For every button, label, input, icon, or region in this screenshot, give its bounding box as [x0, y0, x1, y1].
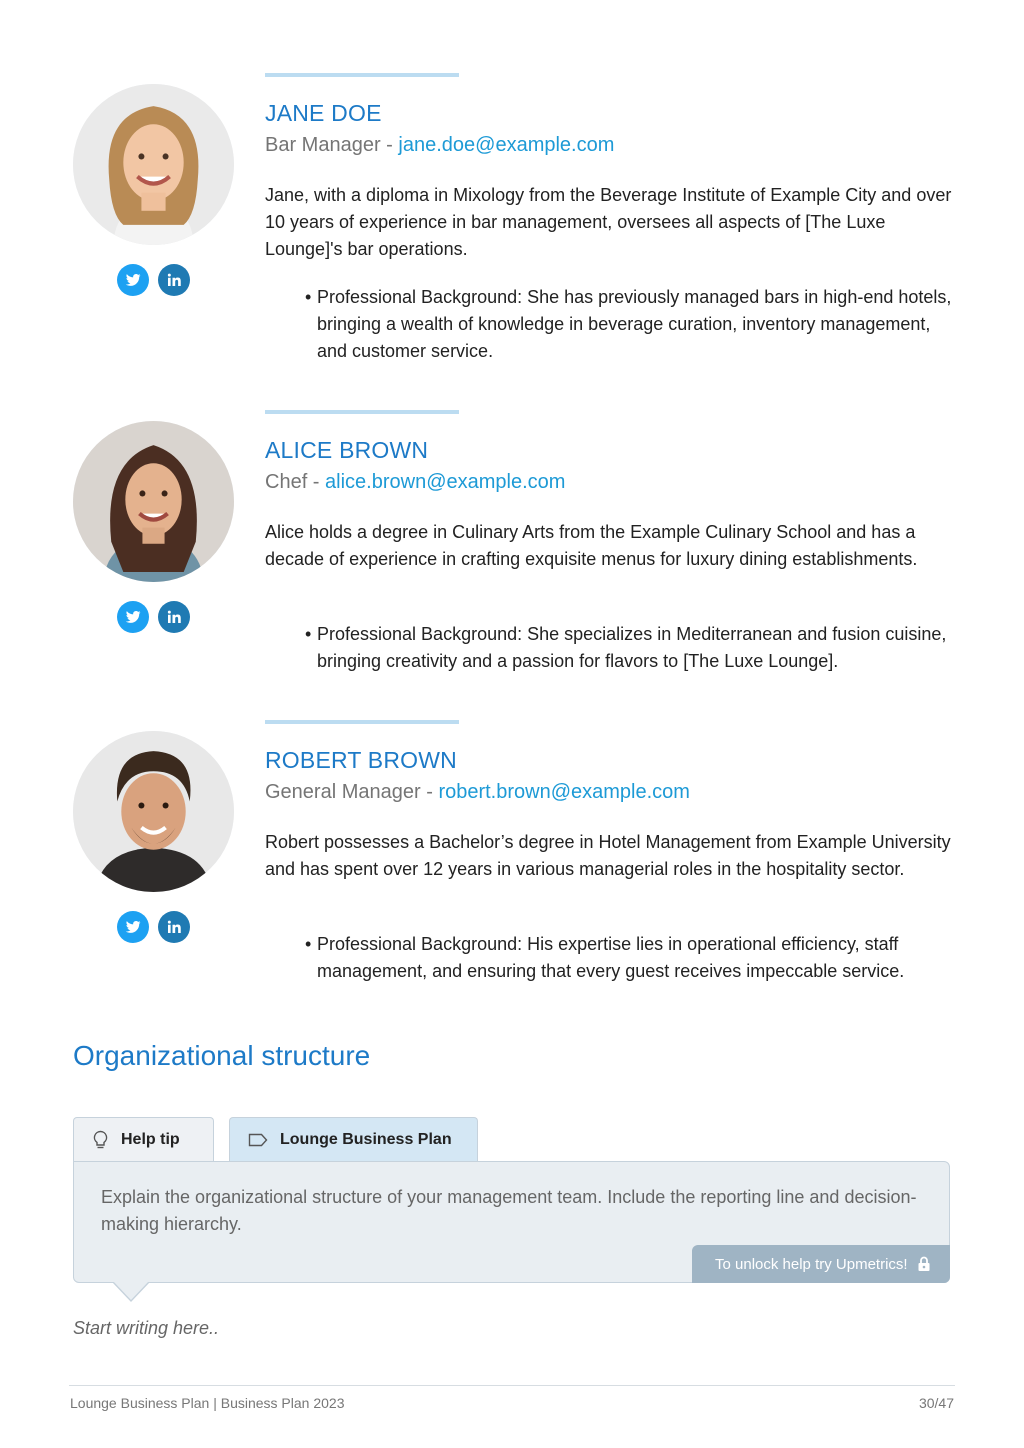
member-bullet — [305, 284, 955, 365]
help-tip-text: Explain the organizational structure of your management team. Include the reporting line and decision-making hierarchy. — [101, 1187, 917, 1234]
writing-area-placeholder[interactable]: Start writing here.. — [73, 1318, 220, 1338]
member-name: ROBERT BROWN — [265, 747, 457, 773]
accent-bar — [265, 410, 459, 414]
twitter-icon[interactable] — [117, 911, 149, 943]
footer-divider — [69, 1385, 955, 1386]
bullet-dot: • — [305, 934, 312, 954]
accent-bar — [265, 720, 459, 724]
profile-photo — [73, 84, 234, 245]
member-name: ALICE BROWN — [265, 437, 429, 463]
member-bullet — [305, 621, 955, 675]
profile-photo — [73, 731, 234, 892]
bullet-text: Professional Background: His expertise lies in operational efficiency, staff management, and ensuring that every guest receives impeccable service. — [317, 934, 905, 981]
member-role: Chef — [265, 471, 308, 493]
member-role-line — [265, 134, 614, 157]
member-name: JANE DOE — [265, 100, 382, 126]
member-role-line — [265, 471, 565, 494]
unlock-help-button[interactable] — [692, 1245, 950, 1283]
twitter-icon[interactable] — [117, 264, 149, 296]
twitter-icon[interactable] — [117, 601, 149, 633]
unlock-label: To unlock help try Upmetrics! — [715, 1255, 908, 1273]
member-role: General Manager — [265, 781, 421, 803]
member-role-line — [265, 781, 690, 804]
profile-photo — [73, 421, 234, 582]
tab-label: Lounge Business Plan — [280, 1131, 452, 1148]
tab-label: Help tip — [121, 1131, 180, 1148]
member-bio: Robert possesses a Bachelor’s degree in Hotel Management from Example University and has spent over 12 years in various managerial roles in the hospitality sector. — [265, 832, 951, 879]
tip-pointer-fill — [113, 1281, 149, 1300]
lightbulb-icon — [92, 1130, 109, 1150]
bullet-text: Professional Background: She specializes in Mediterranean and fusion cuisine, bringing creativity and a passion for flavors to [The Luxe Lounge]. — [317, 624, 947, 671]
member-bio: Jane, with a diploma in Mixology from the Beverage Institute of Example City and over 10 years of experience in bar management, oversees all aspects of [The Luxe Lounge]'s bar operations. — [265, 185, 952, 259]
bullet-dot: • — [305, 624, 312, 644]
role-separator: - — [307, 471, 326, 493]
bullet-text: Professional Background: She has previously managed bars in high-end hotels, bringing a wealth of knowledge in beverage curation, inventory management, and customer service. — [317, 287, 952, 361]
help-tip-box — [73, 1161, 950, 1283]
lock-icon — [917, 1256, 931, 1272]
role-separator: - — [420, 781, 439, 803]
tag-icon — [248, 1133, 268, 1147]
section-title: Organizational structure — [73, 1040, 371, 1071]
footer-document-title: Lounge Business Plan | Business Plan 2023 — [70, 1395, 345, 1411]
accent-bar — [265, 73, 459, 77]
role-separator: - — [380, 134, 399, 156]
member-email-link[interactable]: jane.doe@example.com — [398, 134, 615, 156]
footer-page-number: 30/47 — [918, 1395, 954, 1411]
member-email-link[interactable]: robert.brown@example.com — [438, 781, 690, 803]
member-bio: Alice holds a degree in Culinary Arts from the Example Culinary School and has a decade of experience in crafting exquisite menus for luxury dining establishments. — [265, 522, 918, 569]
member-bullet — [305, 931, 955, 985]
linkedin-icon[interactable] — [158, 911, 190, 943]
tab-help-tip[interactable] — [73, 1117, 214, 1162]
linkedin-icon[interactable] — [158, 264, 190, 296]
member-email-link[interactable]: alice.brown@example.com — [325, 471, 566, 493]
linkedin-icon[interactable] — [158, 601, 190, 633]
bullet-dot: • — [305, 287, 312, 307]
tab-lounge-business-plan[interactable] — [229, 1117, 478, 1162]
member-role: Bar Manager — [265, 134, 381, 156]
